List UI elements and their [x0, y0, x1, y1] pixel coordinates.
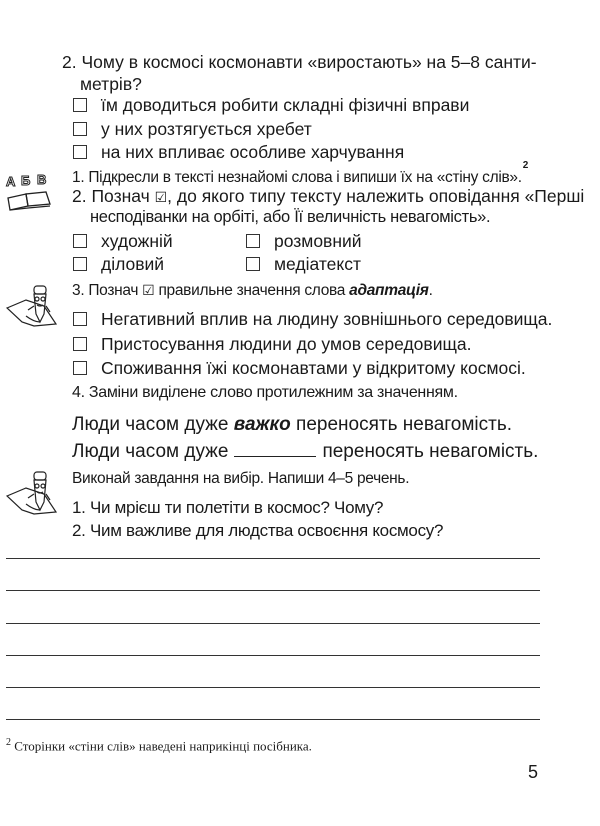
checkmark-icon: ☑ — [154, 189, 168, 205]
option-adaptation[interactable] — [73, 333, 471, 355]
checkmark-icon: ☑ — [142, 282, 155, 298]
question-2-line2: метрів? — [80, 74, 142, 94]
sentence-original: Люди часом дуже важко переносять невагомість. — [72, 414, 513, 435]
option-food[interactable] — [73, 141, 404, 163]
highlighted-word: важко — [233, 414, 291, 435]
option-spine[interactable] — [73, 118, 312, 140]
sentence-fill: Люди часом дуже переносять невагомість. — [72, 441, 539, 462]
task-3: 3. Познач ☑ правильне значення слова адаптація. — [72, 282, 433, 299]
option-negative-impact[interactable] — [73, 308, 552, 330]
option-business[interactable] — [73, 253, 164, 275]
pencil-character-icon — [4, 280, 60, 334]
writing-line[interactable] — [6, 655, 540, 656]
checkbox[interactable] — [73, 361, 87, 375]
checkbox[interactable] — [73, 145, 87, 159]
option-label: Пристосування людини до умов середовища. — [101, 334, 472, 354]
writing-line[interactable] — [6, 623, 540, 624]
option-label: Споживання їжі космонавтами у відкритому космосі. — [101, 358, 526, 378]
answer-blank[interactable] — [234, 442, 316, 457]
pencil-character-icon — [4, 468, 60, 522]
option-food-space[interactable] — [73, 357, 526, 379]
option-label: їм доводиться робити складні фізичні вправи — [101, 95, 470, 115]
question-1: 1. Чи мрієш ти полетіти в космос? Чому? — [72, 498, 384, 517]
option-label: у них розтягується хребет — [101, 119, 312, 139]
page-number: 5 — [528, 762, 539, 782]
checkbox[interactable] — [73, 234, 87, 248]
option-label: на них впливає особливе харчування — [101, 142, 405, 162]
question-2: 2. Чим важливе для людства освоєння космосу? — [72, 521, 444, 540]
option-artistic[interactable] — [73, 230, 173, 252]
option-mediatext[interactable] — [246, 253, 361, 275]
task-1: 1. Підкресли в тексті незнайомі слова і випиши їх на «стіну слів».$^2$ — [72, 160, 529, 187]
option-label: медіатекст — [274, 254, 361, 274]
svg-text:Б: Б — [21, 173, 31, 188]
task-2-line2: несподіванки на орбіті, або Її величність невагомість». — [90, 208, 491, 226]
svg-text:В: В — [37, 172, 47, 187]
checkbox[interactable] — [73, 337, 87, 351]
option-label: розмовний — [274, 231, 362, 251]
option-label: художній — [101, 231, 173, 251]
writing-line[interactable] — [6, 590, 540, 591]
abc-book-icon — [4, 168, 52, 212]
task-2-line1: 2. Познач ☑, до якого типу тексту належить оповідання «Перші — [72, 186, 585, 206]
writing-line[interactable] — [6, 687, 540, 688]
checkbox[interactable] — [73, 312, 87, 326]
option-label: діловий — [101, 254, 165, 274]
checkbox[interactable] — [73, 122, 87, 136]
svg-text:А: А — [6, 174, 16, 189]
writing-line[interactable] — [6, 558, 540, 559]
checkbox[interactable] — [246, 257, 260, 271]
instruction: Виконай завдання на вибір. Напиши 4–5 речень. — [72, 470, 410, 487]
checkbox[interactable] — [246, 234, 260, 248]
task-4: 4. Заміни виділене слово протилежним за значенням. — [72, 384, 458, 401]
option-conversational[interactable] — [246, 230, 362, 252]
writing-line[interactable] — [6, 719, 540, 720]
option-exercises[interactable] — [73, 94, 469, 116]
footnote: $^2$ Сторінки «стіни слів» наведені наприкінці посібника. — [6, 737, 312, 754]
checkbox[interactable] — [73, 98, 87, 112]
highlighted-word: адаптація — [349, 282, 429, 299]
question-2-line1: 2. Чому в космосі космонавти «виростають» на 5–8 санти- — [62, 52, 537, 72]
option-label: Негативний вплив на людину зовнішнього середовища. — [101, 309, 553, 329]
checkbox[interactable] — [73, 257, 87, 271]
